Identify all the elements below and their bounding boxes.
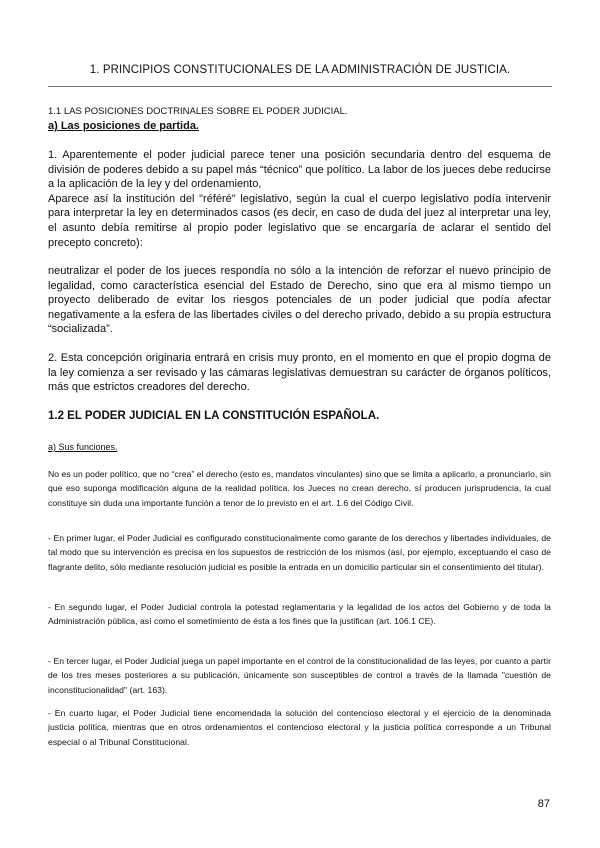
paragraph-1: 1. Aparentemente el poder judicial parece tener una posición secundaria dentro del esquema de división de poderes debido a su papel más “técnico” que político. La labor de los jueces debe reducirse a la aplicación de la ley y del ordenamiento, Aparece así la institución del "référé" legislativo, según la cual el cuerpo legislativo podía intervenir para interpretar la ley en determinados casos (es decir, en caso de duda del juez al interpretar una ley, el asunto debía remitirse al propio poder legislativo que se encargaría de aclarar el sentido del precepto concreto): [48,149,551,249]
functions-paragraph-third: - En tercer lugar, el Poder Judicial juega un papel importante en el control de la constitucionalidad de las leyes, por cuanto a partir de los tres meses posteriores a su publicación, únicamente son susceptibles de control a través de la llamada "cuestión de inconstitucionalidad" (art. 163). [48,656,551,695]
functions-paragraph-first: - En primer lugar, el Poder Judicial es configurado constitucionalmente como garante de los derechos y libertades individuales, de tal modo que su intervención es precisa en los supuestos de restricción de los mismos (así, por ejemplo, exceptuando el caso de flagrante delito, sólo mediante resolución judicial es posible la entrada en un domicilio particular sin el consentimiento del titular). [48,533,551,572]
functions-paragraph-fourth: - En cuarto lugar, el Poder Judicial tiene encomendada la solución del contencioso electoral y el ejercicio de la denominada justicia política, mientras que en otros ordenamientos el contencioso electoral y la justicia política corresponde a un Tribunal especial o al Tribunal Constitucional. [48,708,551,747]
page-title: 1. PRINCIPIOS CONSTITUCIONALES DE LA ADMINISTRACIÓN DE JUSTICIA. [89,64,511,76]
section-1-1-heading: 1.1 LAS POSICIONES DOCTRINALES SOBRE EL PODER JUDICIAL. [48,106,348,117]
subheading-funciones: a) Sus funciones. [48,442,118,452]
section-1-2-heading: 1.2 EL PODER JUDICIAL EN LA CONSTITUCIÓN ESPAÑOLA. [48,410,380,422]
functions-paragraph-intro: No es un poder político, que no “crea” el derecho (esto es, mandatos vinculantes) sino que se limita a aplicarlo, a pronunciarlo, sin que eso suponga modificación alguna de la realidad política. los Jueces no crean derecho, sí producen jurisprudencia, la cual constituye sin duda una importante función a tenor de lo previsto en el art. 1.6 del Código Civil. [48,469,551,508]
page-number: 87 [537,798,550,810]
functions-paragraph-second: - En segundo lugar, el Poder Judicial controla la potestad reglamentaria y la legalidad de los actos del Gobierno y de toda la Administración pública, así como el sometimiento de ésta a los fines que la justifican (art. 106.1 CE). [48,602,551,627]
title-divider [48,86,552,87]
subheading-posiciones: a) Las posiciones de partida. [48,120,199,132]
paragraph-2: neutralizar el poder de los jueces respondía no sólo a la intención de reforzar el nuevo principio de legalidad, como característica esencial del Estado de Derecho, sino que era al mismo tiempo un proyecto deliberado de evitar los riesgos potenciales de un poder judicial que podía afectar negativamente a la esfera de las libertades civiles o del derecho privado, debido a su propia estructura “socializada”. [48,265,551,336]
paragraph-3: 2. Esta concepción originaria entrará en crisis muy pronto, en el momento en que el propio dogma de la ley comienza a ser revisado y las cámaras legislativas demuestran su carácter de órganos políticos, más que estrictos creadores del derecho. [48,352,551,394]
